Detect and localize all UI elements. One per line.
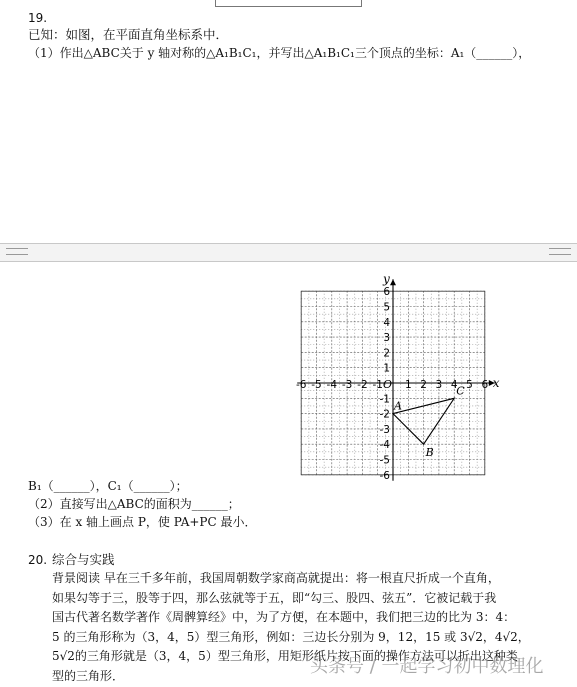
page-break: [0, 243, 577, 262]
y-axis-label: y: [382, 272, 390, 286]
point-label-b: B: [425, 446, 434, 459]
question-19-intro: 已知：如图，在平面直角坐标系中．: [28, 27, 228, 43]
question-19-number: 19.: [28, 10, 47, 26]
y-tick-label: 5: [383, 302, 390, 314]
question-20-line: 型的三角形．: [52, 668, 530, 687]
y-tick-label: 1: [383, 363, 390, 375]
question-20-line: 如果勾等于三，股等于四，那么弦就等于五，即“勾三、股四、弦五”．它被记载于我: [52, 590, 530, 610]
coordinate-grid: [290, 262, 510, 484]
y-tick-label: 3: [383, 332, 390, 344]
point-label-a: A: [393, 400, 402, 413]
question-20-number: 20.: [28, 552, 47, 568]
x-tick-label: -5: [311, 379, 321, 391]
x-tick-label: 3: [436, 379, 443, 391]
x-tick-label: -2: [357, 379, 367, 391]
x-tick-label: 1: [405, 379, 412, 391]
y-tick-label: -5: [380, 455, 390, 467]
x-tick-label: -1: [372, 379, 382, 391]
y-axis-arrow: [390, 279, 396, 285]
x-tick-label: 4: [451, 379, 458, 391]
x-axis-label: x: [493, 376, 500, 390]
question-19-part1-line2: B₁（______），C₁（______）；: [28, 478, 188, 494]
y-tick-label: 4: [383, 317, 390, 329]
x-tick-label: -4: [327, 379, 338, 391]
watermark: 头条号 / 一起学习初中数理化: [310, 652, 544, 678]
y-tick-label: -2: [380, 409, 390, 421]
x-tick-label: 5: [466, 379, 473, 391]
y-tick-label: -4: [380, 439, 391, 451]
previous-table-fragment: [215, 0, 362, 7]
point-label-c: C: [456, 384, 465, 397]
x-tick-label: -3: [342, 379, 352, 391]
y-tick-label: -6: [380, 470, 391, 482]
y-tick-label: -1: [380, 393, 390, 405]
y-tick-label: -3: [380, 424, 390, 436]
question-19-part3: （3）在 x 轴上画点 P，使 PA+PC 最小．: [28, 514, 257, 530]
y-tick-label: 2: [383, 347, 390, 359]
y-tick-label: 6: [383, 286, 390, 298]
page-break-left-marker: [6, 248, 28, 255]
page-break-right-marker: [549, 248, 571, 255]
origin-label: O: [383, 378, 392, 391]
question-19-part1-line1: （1）作出△ABC关于 y 轴对称的△A₁B₁C₁，并写出△A₁B₁C₁三个顶点的坐标：A₁（______），: [28, 45, 530, 61]
question-20-title: 综合与实践: [52, 552, 115, 568]
question-19-part2: （2）直接写出△ABC的面积为______；: [28, 496, 240, 512]
x-tick-label: -6: [296, 379, 307, 391]
x-tick-label: 2: [420, 379, 427, 391]
question-20-line: 5√2的三角形就是（3，4，5）型三角形，用矩形纸片按下面的操作方法可以折出这种类: [52, 648, 530, 668]
x-tick-label: 6: [481, 379, 488, 391]
question-20-line: 国古代著名数学著作《周髀算经》中，为了方便，在本题中，我们把三边的比为 3：4：: [52, 609, 530, 629]
question-20-line: 背景阅读 早在三千多年前，我国周朝数学家商高就提出：将一根直尺折成一个直角，: [52, 570, 530, 590]
question-20-line: 5 的三角形称为（3，4，5）型三角形，例如：三边长分别为 9，12，15 或 3√2，4√2，: [52, 629, 530, 649]
